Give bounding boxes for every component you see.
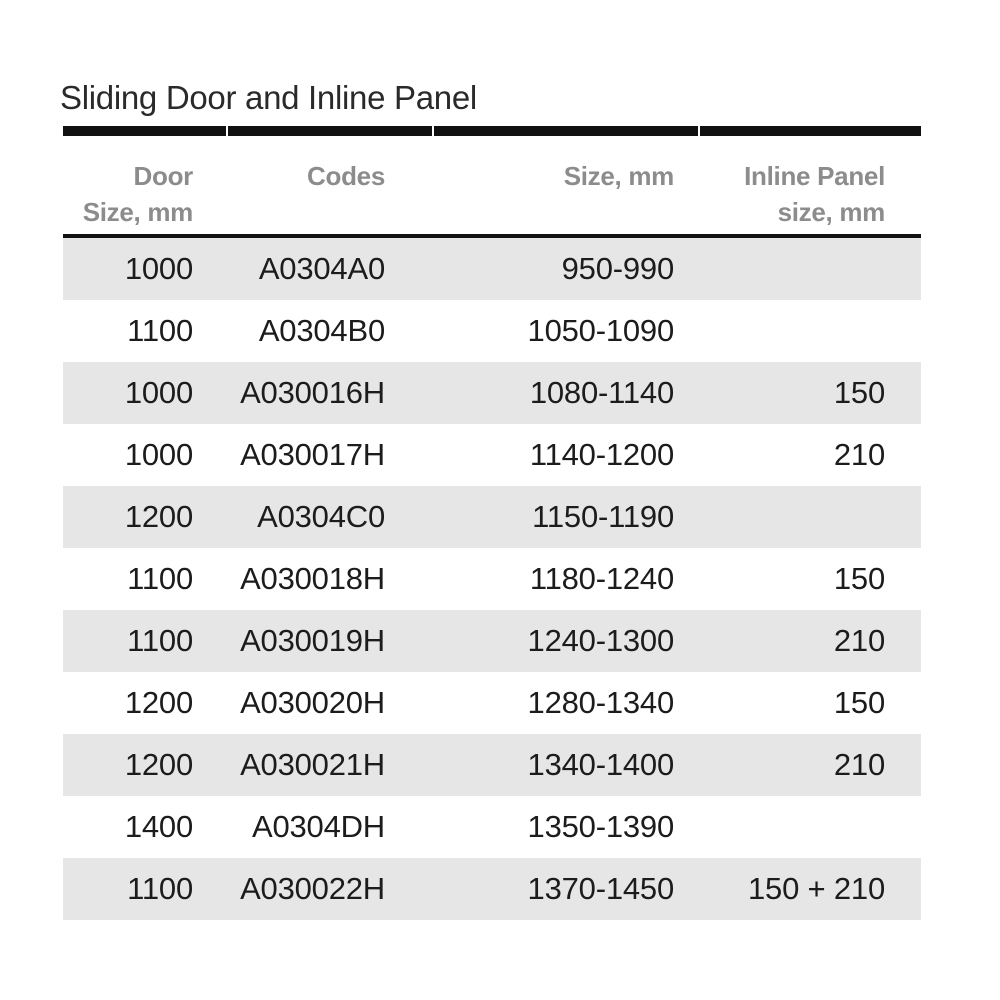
cell-size: 1280-1340 [527,685,674,720]
cell-size: 1140-1200 [529,437,674,472]
table-row [63,610,921,672]
cell-inline-panel: 210 [833,747,885,782]
cell-door-size: 1400 [124,809,193,844]
cell-inline-panel: 210 [833,437,885,472]
table-body [63,238,921,920]
cell-door-size: 1100 [127,561,193,596]
rule-segment [228,126,433,136]
table-row [63,362,921,424]
cell-door-size: 1200 [124,685,193,720]
table-header [63,136,921,234]
rule-segment [700,126,921,136]
cell-door-size: 1100 [127,871,193,906]
cell-code: A030017H [240,437,385,472]
cell-door-size: 1100 [127,313,193,348]
cell-code: A0304B0 [258,313,385,348]
header-line: size, mm [777,197,885,227]
column-header-size: Size, mm [563,161,674,191]
rule-segment [434,126,697,136]
cell-inline-panel: 150 [833,685,885,720]
table-row [63,796,921,858]
table-row [63,858,921,920]
cell-size: 1340-1400 [527,747,674,782]
cell-code: A030022H [240,871,385,906]
cell-code: A030016H [240,375,385,410]
cell-size: 1050-1090 [527,313,674,348]
column-header-codes: Codes [307,161,385,191]
table-row [63,734,921,796]
header-line: Door [133,161,193,191]
cell-door-size: 1000 [124,251,193,286]
cell-door-size: 1200 [124,499,193,534]
cell-code: A0304A0 [258,251,385,286]
table-row [63,424,921,486]
cell-inline-panel: 150 [833,561,885,596]
cell-door-size: 1000 [124,375,193,410]
rule-segment [63,126,226,136]
header-line: Size, mm [82,197,193,227]
cell-size: 1240-1300 [527,623,674,658]
cell-size: 1350-1390 [527,809,674,844]
cell-size: 1150-1190 [532,499,674,534]
cell-inline-panel: 210 [833,623,885,658]
cell-code: A0304DH [251,809,385,844]
table-row [63,486,921,548]
cell-code: A0304C0 [257,499,385,534]
cell-inline-panel: 150 [833,375,885,410]
cell-door-size: 1000 [124,437,193,472]
cell-size: 950-990 [561,251,674,286]
cell-door-size: 1200 [124,747,193,782]
cell-code: A030021H [240,747,385,782]
cell-code: A030020H [240,685,385,720]
cell-code: A030019H [240,623,385,658]
table-row [63,300,921,362]
cell-size: 1180-1240 [529,561,674,596]
header-rule [63,126,921,136]
column-header-door-size [83,158,193,230]
cell-inline-panel: 150 + 210 [748,871,885,906]
cell-size: 1370-1450 [527,871,674,906]
header-line: Inline Panel [744,161,885,191]
table-row [63,548,921,610]
table-row [63,672,921,734]
column-header-inline-panel [744,158,885,230]
cell-size: 1080-1140 [529,375,674,410]
table-title: Sliding Door and Inline Panel [60,79,477,116]
table-row [63,238,921,300]
cell-code: A030018H [240,561,385,596]
cell-door-size: 1100 [127,623,193,658]
